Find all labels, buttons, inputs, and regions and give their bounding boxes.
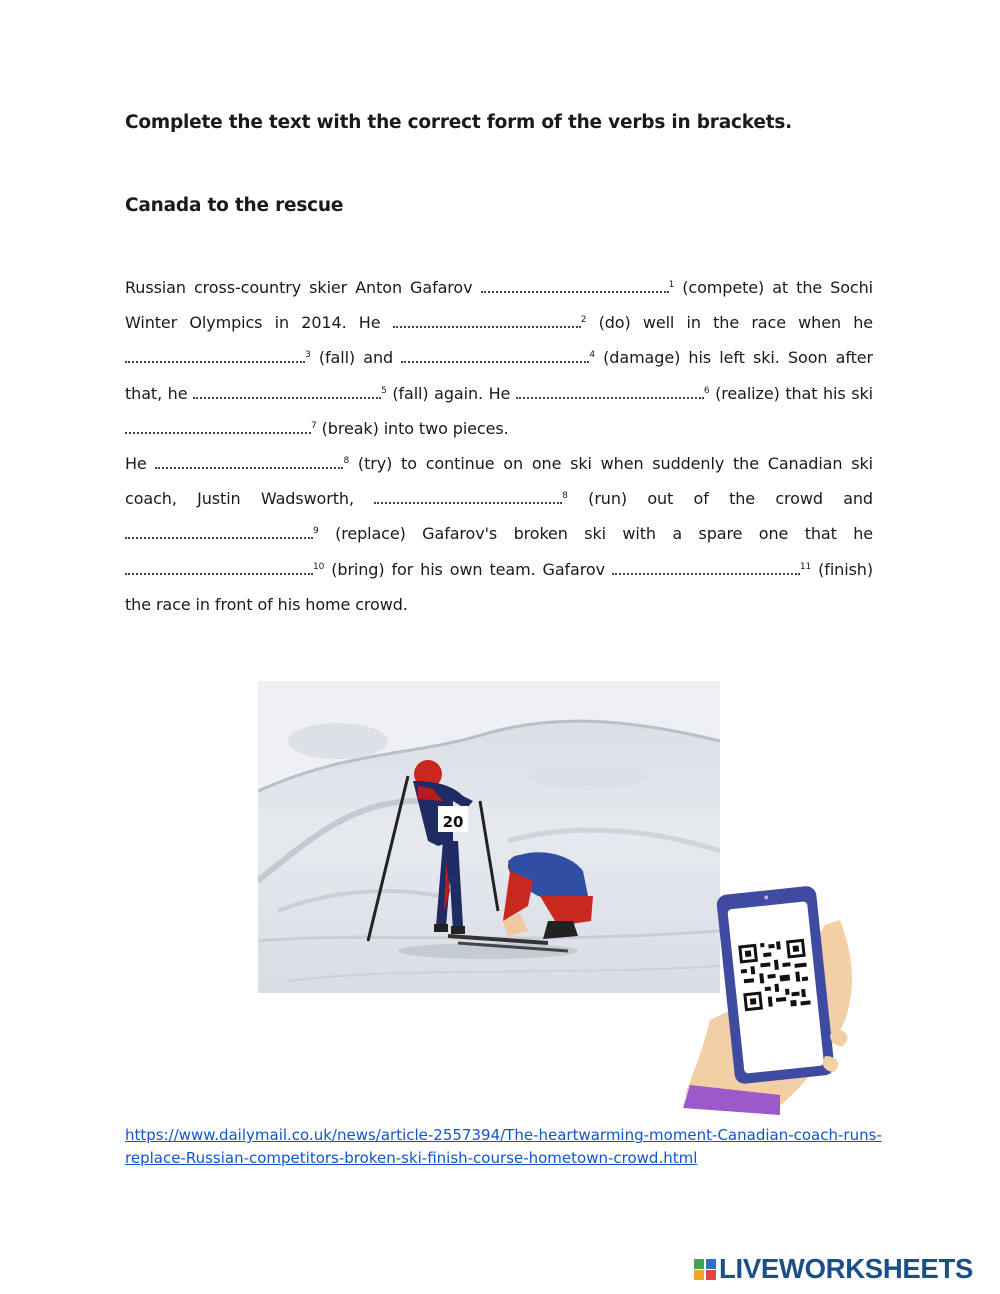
gap-number: 9 — [313, 526, 319, 537]
passage-text: (fall) and — [310, 348, 402, 368]
phone-qr-illustration — [680, 880, 870, 1115]
gap-number: 10 — [313, 561, 325, 572]
answer-gap-4[interactable] — [401, 347, 589, 363]
passage-text: (replace) Gafarov's broken ski with a spare one that he — [318, 524, 873, 544]
answer-gap-7[interactable] — [125, 418, 311, 434]
passage-text: (finish) the race in front of his home crowd. — [125, 559, 873, 614]
answer-gap-5[interactable] — [193, 383, 381, 399]
answer-gap-3[interactable] — [125, 347, 305, 363]
answer-gap-6[interactable] — [516, 383, 704, 399]
gap-number: 2 — [580, 315, 587, 326]
answer-gap-8b[interactable] — [374, 488, 562, 504]
passage-text: (damage) his left ski. Soon after that, he — [125, 348, 873, 403]
gap-number: 8 — [562, 491, 568, 502]
passage-text: (realize) that his ski — [709, 383, 873, 403]
gap-number: 5 — [381, 385, 387, 396]
skier-photo — [258, 681, 720, 993]
gap-number: 8 — [343, 456, 350, 467]
instructions-heading: Complete the text with the correct form of the verbs in brackets. — [125, 112, 792, 133]
passage-text: (run) out of the crowd and — [567, 489, 873, 509]
answer-gap-9[interactable] — [125, 523, 313, 539]
gap-number: 1 — [668, 280, 675, 290]
source-link[interactable]: https://www.dailymail.co.uk/news/article-2557394/The-heartwarming-moment-Canadian-coach-runs-replace-Russian-competitors-broken-ski-finish-course-hometown-crowd.html — [125, 1126, 882, 1167]
answer-gap-1[interactable] — [481, 277, 669, 293]
gap-number: 3 — [305, 350, 311, 361]
passage-text: (try) to continue on one ski when suddenly the Canadian ski coach, Justin Wadsworth, — [125, 454, 873, 509]
brand-name: LIVEWORKSHEETS — [719, 1253, 974, 1284]
paragraph-1 — [125, 270, 873, 446]
passage — [125, 270, 873, 622]
passage-text: (fall) again. He — [386, 383, 516, 403]
gap-number: 7 — [311, 420, 317, 431]
passage-text: (break) into two pieces. — [316, 418, 509, 438]
passage-text: Russian cross-country skier Anton Gafarov — [125, 278, 481, 297]
paragraph-2 — [125, 446, 873, 622]
gap-number: 4 — [589, 350, 595, 361]
passage-text: (compete) at the Sochi Winter Olympics in 2014. He — [125, 278, 873, 333]
answer-gap-8a[interactable] — [155, 453, 343, 469]
liveworksheets-logo-icon — [693, 1257, 717, 1281]
story-title: Canada to the rescue — [125, 195, 344, 216]
passage-text: (bring) for his own team. Gafarov — [324, 559, 612, 579]
answer-gap-2[interactable] — [393, 312, 581, 328]
passage-text: He — [125, 454, 156, 474]
gap-number: 6 — [703, 385, 710, 396]
answer-gap-10[interactable] — [125, 559, 313, 575]
answer-gap-11[interactable] — [612, 559, 800, 575]
race-bib-number: 20 — [442, 813, 464, 831]
qr-code-icon — [738, 939, 811, 1012]
gap-number: 11 — [799, 561, 812, 572]
liveworksheets-logo — [693, 1252, 973, 1286]
passage-text: (do) well in the race when he — [586, 313, 873, 333]
